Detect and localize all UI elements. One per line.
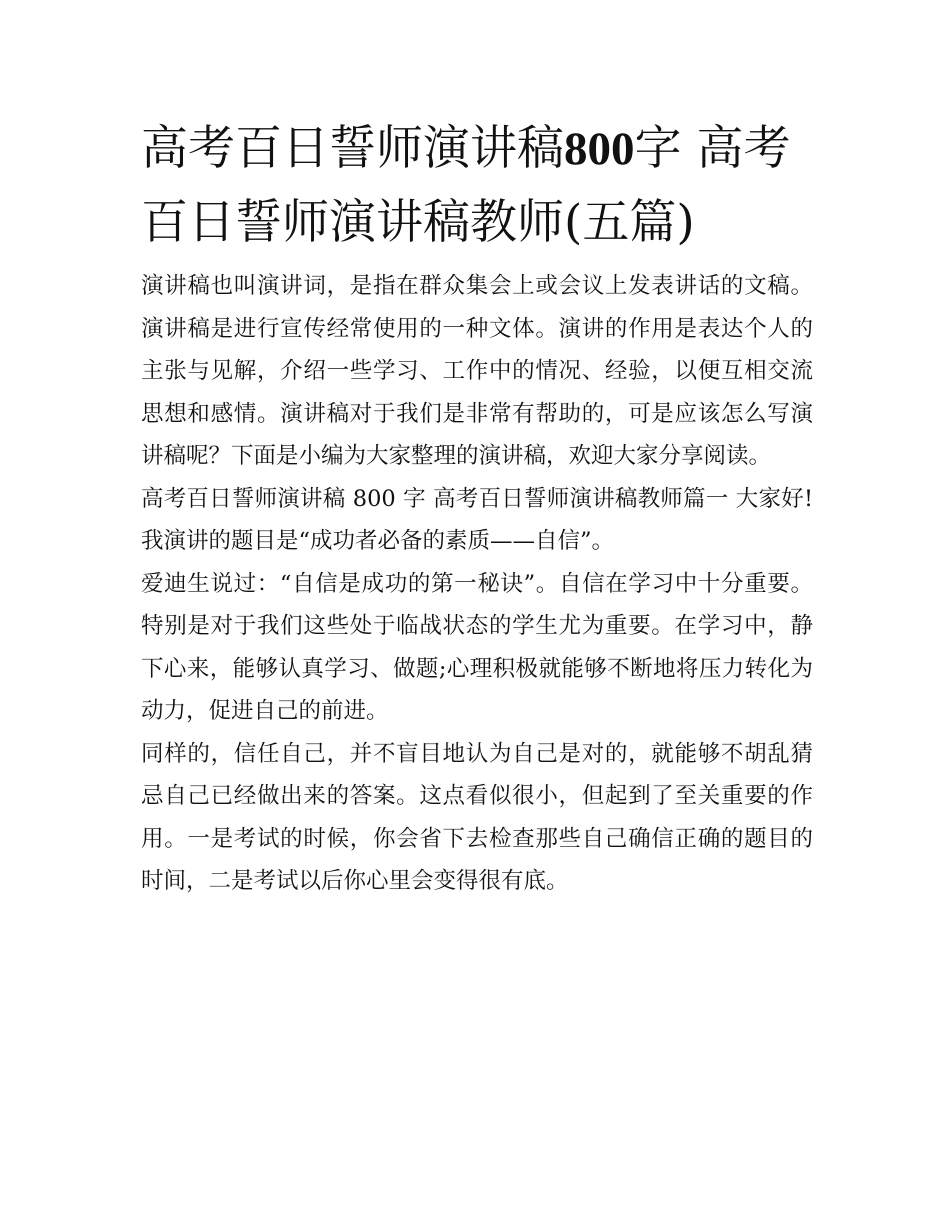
document-title: [141, 112, 813, 259]
document-body: [141, 112, 813, 903]
paragraph-speech-opening: 高考百日誓师演讲稿 800 字 高考百日誓师演讲稿教师篇一 大家好! 我演讲的题目是“成功者必备的素质——自信”。: [141, 485, 813, 554]
title-text-part1: 高考百日誓师演讲稿: [141, 121, 564, 176]
paragraph-self-trust: 同样的，信任自己，并不盲目地认为自己是对的，就能够不胡乱猜忌自己已经做出来的答案。这点看似很小，但起到了至关重要的作用。一是考试的时候，你会省下去检查那些自己确信正确的题目的时间，二是考试以后你心里会变得很有底。: [141, 740, 813, 894]
title-text-part2: 字 高考百日誓师演讲稿教师(五篇): [141, 121, 791, 250]
title-number: 800: [564, 123, 635, 175]
paragraph-edison-quote: 爱迪生说过：“自信是成功的第一秘诀”。自信在学习中十分重要。特别是对于我们这些处于临战状态的学生尤为重要。在学习中，静下心来，能够认真学习、做题;心理积极就能够不断地将压力转化为动力，促进自己的前进。: [141, 570, 813, 724]
paragraph-intro: 演讲稿也叫演讲词，是指在群众集会上或会议上发表讲话的文稿。演讲稿是进行宣传经常使用的一种文体。演讲的作用是表达个人的主张与见解，介绍一些学习、工作中的情况、经验，以便互相交流思想和感情。演讲稿对于我们是非常有帮助的，可是应该怎么写演讲稿呢？下面是小编为大家整理的演讲稿，欢迎大家分享阅读。: [141, 273, 813, 469]
